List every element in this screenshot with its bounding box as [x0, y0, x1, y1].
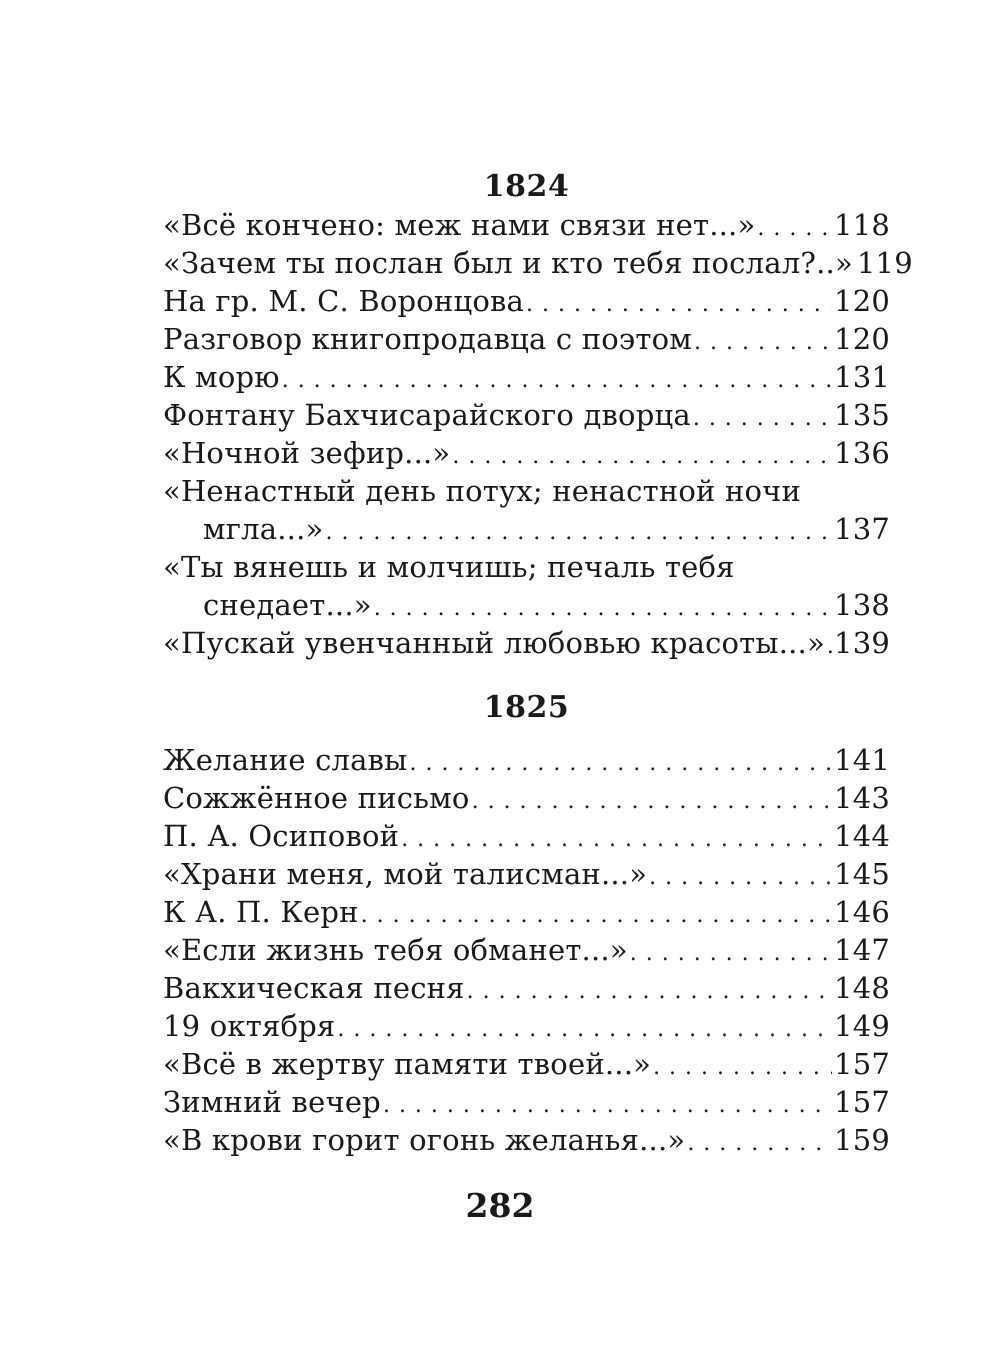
toc-page-number: 143 — [834, 781, 890, 815]
dot-leader — [452, 438, 832, 476]
toc-entry-title: «Пускай увенчанный любовью красоты...» — [163, 626, 825, 660]
section-year-heading: 1824 — [483, 169, 570, 204]
toc-entry — [163, 1007, 890, 1045]
toc-entry-title: Разговор книгопродавца с поэтом — [163, 322, 693, 356]
toc-entry-title: Сожжённое письмо — [163, 781, 470, 815]
toc-entry — [163, 244, 913, 282]
toc-entry — [163, 206, 890, 244]
toc-entry — [163, 1121, 890, 1159]
toc-page-number: 131 — [834, 360, 890, 394]
toc-page-number: 149 — [834, 1009, 890, 1043]
toc-page-number: 157 — [834, 1047, 890, 1081]
toc-section-1825 — [163, 689, 890, 1159]
toc-list — [163, 206, 913, 662]
dot-leader — [649, 859, 832, 897]
toc-entry-title: «Храни меня, мой талисман...» — [163, 857, 648, 891]
dot-leader — [383, 1087, 832, 1125]
dot-leader — [325, 514, 832, 552]
toc-entry — [163, 320, 890, 358]
toc-list — [163, 741, 890, 1159]
toc-page-number: 147 — [834, 933, 890, 967]
toc-page-number: 120 — [834, 322, 890, 356]
dot-leader — [687, 1125, 832, 1163]
toc-page-number: 144 — [834, 819, 890, 853]
toc-page-number: 141 — [834, 743, 890, 777]
toc-entry-title: Вакхическая песня — [163, 971, 465, 1005]
toc-page-number: 146 — [834, 895, 890, 929]
toc-page-number: 145 — [834, 857, 890, 891]
toc-entry-title: «Зачем ты послан был и кто тебя послал?..» — [163, 246, 853, 280]
toc-page-number: 159 — [834, 1123, 890, 1157]
toc-page-number: 120 — [834, 284, 890, 318]
toc-entry-title-continuation: мгла...» — [203, 512, 324, 546]
toc-entry — [163, 817, 890, 855]
dot-leader — [653, 1049, 832, 1087]
toc-entry — [163, 779, 890, 817]
toc-entry-title: Зимний вечер — [163, 1085, 381, 1119]
page-number-footer: 282 — [465, 1186, 535, 1225]
toc-entry — [163, 969, 890, 1007]
toc-entry-title-continuation: снедает...» — [203, 588, 372, 622]
toc-entry — [163, 282, 890, 320]
toc-page-number: 139 — [834, 626, 890, 660]
toc-entry-title: Желание славы — [163, 743, 408, 777]
toc-page-number: 118 — [834, 208, 890, 242]
toc-entry — [163, 741, 890, 779]
toc-entry-title: «Всё кончено: меж нами связи нет...» — [163, 208, 756, 242]
dot-leader — [694, 324, 832, 362]
toc-entry — [163, 1083, 890, 1121]
dot-leader — [472, 783, 832, 821]
dot-leader — [401, 821, 832, 859]
section-year-heading: 1825 — [483, 690, 570, 725]
toc-page-number: 119 — [856, 246, 913, 280]
toc-entry — [163, 358, 890, 396]
toc-entry-title: К А. П. Керн — [163, 895, 359, 929]
toc-page-number: 135 — [834, 398, 890, 432]
toc-page-number: 148 — [834, 971, 890, 1005]
dot-leader — [693, 400, 832, 438]
toc-entry — [163, 434, 890, 472]
toc-entry — [163, 472, 890, 548]
toc-entry — [163, 624, 890, 662]
dot-leader — [526, 286, 832, 324]
dot-leader — [282, 362, 832, 400]
toc-entry — [163, 396, 890, 434]
toc-page-number: 157 — [834, 1085, 890, 1119]
dot-leader — [757, 210, 832, 248]
toc-page-number: 137 — [834, 512, 890, 546]
toc-entry — [163, 548, 890, 624]
table-of-contents — [163, 168, 913, 1159]
toc-entry-title: «Если жизнь тебя обманет...» — [163, 933, 628, 967]
toc-entry-title: П. А. Осиповой — [163, 819, 400, 853]
dot-leader — [361, 897, 832, 935]
dot-leader — [467, 973, 832, 1011]
toc-page-number: 138 — [834, 588, 890, 622]
dot-leader — [409, 745, 832, 783]
toc-entry-title: «Ненастный день потух; ненастной ночи — [163, 474, 802, 508]
dot-leader — [630, 935, 832, 973]
toc-entry — [163, 855, 890, 893]
dot-leader — [337, 1011, 832, 1049]
toc-page-number: 136 — [834, 436, 890, 470]
dot-leader — [374, 590, 832, 628]
toc-entry-title: На гр. М. С. Воронцова — [163, 284, 524, 318]
toc-entry — [163, 1045, 890, 1083]
toc-entry-title: «В крови горит огонь желанья...» — [163, 1123, 686, 1157]
toc-entry-title: «Ночной зефир...» — [163, 436, 451, 470]
toc-entry-title: «Всё в жертву памяти твоей...» — [163, 1047, 652, 1081]
toc-entry-title: К морю — [163, 360, 280, 394]
toc-section-1824 — [163, 168, 913, 662]
dot-leader — [827, 628, 832, 666]
toc-entry — [163, 893, 890, 931]
toc-entry-title: 19 октября — [163, 1009, 336, 1043]
toc-entry-title: Фонтану Бахчисарайского дворца — [163, 398, 691, 432]
toc-entry — [163, 931, 890, 969]
toc-entry-title: «Ты вянешь и молчишь; печаль тебя — [163, 550, 735, 584]
